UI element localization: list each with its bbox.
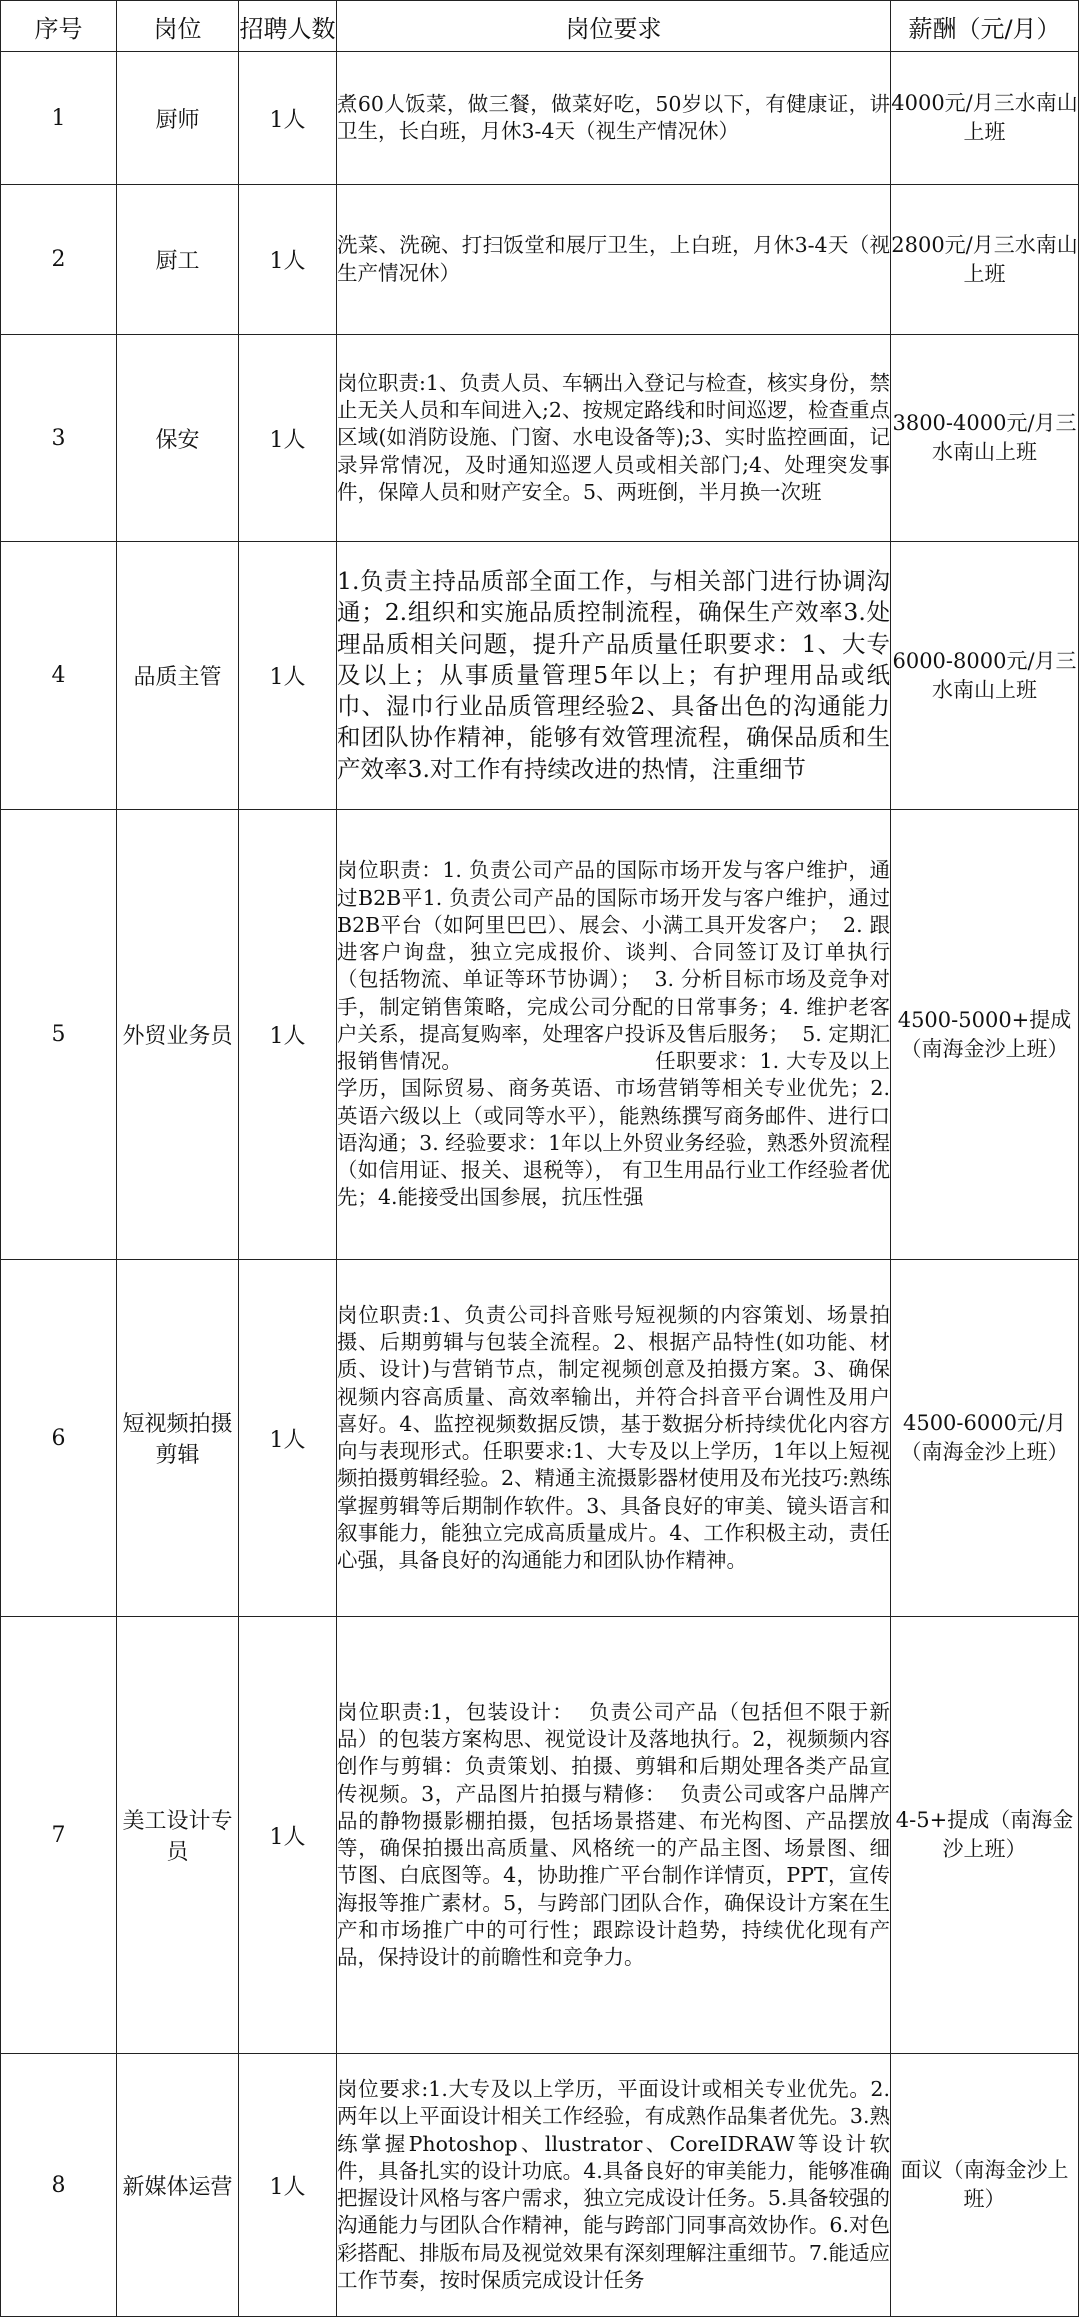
row-requirement: 煮60人饭菜，做三餐，做菜好吃，50岁以下，有健康证，讲卫生，长白班，月休3-4天（视生产情况休） [337,52,891,185]
row-count: 1人 [239,810,337,1260]
row-count: 1人 [239,542,337,810]
row-requirement: 岗位职责：1. 负责公司产品的国际市场开发与客户维护，通过B2B平1. 负责公司产品的国际市场开发与客户维护，通过B2B平台（如阿里巴巴）、展会、小满工具开发客户； 2. 跟进客户询盘，独立完成报价、谈判、合同签订及订单执行（包括物流、单证等环节协调）； 3. 分析目标市场及竞争对手，制定销售策略，完成公司分配的日常事务；4. 维护老客户关系，提高复购率，处理客户投诉及售后服务； 5. 定期汇报销售情况。 任职要求：1. 大专及以上学历，国际贸易、商务英语、市场营销等相关专业优先；2. 英语六级以上（或同等水平），能熟练撰写商务邮件、进行口语沟通；3. 经验要求：1年以上外贸业务经验，熟悉外贸流程（如信用证、报关、退税等）， 有卫生用品行业工作经验者优先；4.能接受出国参展，抗压性强 [337,810,891,1260]
table-row [1,335,1079,542]
row-position: 新媒体运营 [117,2054,239,2317]
row-salary: 4500-5000+提成（南海金沙上班） [891,810,1079,1260]
header-requirement: 岗位要求 [337,1,891,52]
row-num: 5 [1,810,117,1260]
row-salary: 3800-4000元/月三水南山上班 [891,335,1079,542]
row-count: 1人 [239,1260,337,1617]
row-count: 1人 [239,185,337,335]
row-requirement: 岗位要求:1.大专及以上学历，平面设计或相关专业优先。2.两年以上平面设计相关工作经验，有成熟作品集者优先。3.熟练掌握Photoshop、llustrator、CoreIDRAW等设计软件，具备扎实的设计功底。4.具备良好的审美能力，能够准确把握设计风格与客户需求，独立完成设计任务。5.具备较强的沟通能力与团队合作精神，能与跨部门同事高效协作。6.对色彩搭配、排版布局及视觉效果有深刻理解注重细节。7.能适应工作节奏，按时保质完成设计任务 [337,2054,891,2317]
row-salary: 2800元/月三水南山上班 [891,185,1079,335]
table-row [1,810,1079,1260]
header-salary: 薪酬（元/月） [891,1,1079,52]
row-requirement: 1.负责主持品质部全面工作，与相关部门进行协调沟通；2.组织和实施品质控制流程，确保生产效率3.处理品质相关问题，提升产品质量任职要求：1、大专及以上；从事质量管理5年以上；有护理用品或纸巾、湿巾行业品质管理经验2、具备出色的沟通能力和团队协作精神，能够有效管理流程，确保品质和生产效率3.对工作有持续改进的热情，注重细节 [337,542,891,810]
row-count: 1人 [239,335,337,542]
header-num: 序号 [1,1,117,52]
row-position: 美工设计专员 [117,1617,239,2054]
row-requirement: 洗菜、洗碗、打扫饭堂和展厅卫生，上白班，月休3-4天（视生产情况休） [337,185,891,335]
row-requirement: 岗位职责:1，包装设计： 负责公司产品（包括但不限于新品）的包装方案构思、视觉设计及落地执行。2，视频频内容创作与剪辑：负责策划、拍摄、剪辑和后期处理各类产品宣传视频。3，产品图片拍摄与精修： 负责公司或客户品牌产品的静物摄影棚拍摄，包括场景搭建、布光构图、产品摆放等，确保拍摄出高质量、风格统一的产品主图、场景图、细节图、白底图等。4，协助推广平台制作详情页，PPT，宣传海报等推广素材。5，与跨部门团队合作，确保设计方案在生产和市场推广中的可行性；跟踪设计趋势，持续优化现有产品，保持设计的前瞻性和竞争力。 [337,1617,891,2054]
row-num: 2 [1,185,117,335]
row-num: 3 [1,335,117,542]
table-row [1,1617,1079,2054]
row-position: 短视频拍摄剪辑 [117,1260,239,1617]
header-position: 岗位 [117,1,239,52]
row-count: 1人 [239,2054,337,2317]
table-row [1,1260,1079,1617]
row-salary: 4500-6000元/月（南海金沙上班） [891,1260,1079,1617]
row-requirement: 岗位职责:1、负责人员、车辆出入登记与检查，核实身份，禁止无关人员和车间进入;2、按规定路线和时间巡逻，检查重点区域(如消防设施、门窗、水电设备等);3、实时监控画面，记录异常情况，及时通知巡逻人员或相关部门;4、处理突发事件，保障人员和财产安全。5、两班倒，半月换一次班 [337,335,891,542]
table-row [1,2054,1079,2317]
row-num: 8 [1,2054,117,2317]
row-salary: 6000-8000元/月三水南山上班 [891,542,1079,810]
row-position: 保安 [117,335,239,542]
row-position: 品质主管 [117,542,239,810]
row-num: 1 [1,52,117,185]
row-position: 厨工 [117,185,239,335]
row-num: 4 [1,542,117,810]
header-count: 招聘人数 [239,1,337,52]
row-position: 外贸业务员 [117,810,239,1260]
row-num: 6 [1,1260,117,1617]
table-header-row [1,1,1079,52]
table-row [1,185,1079,335]
row-count: 1人 [239,1617,337,2054]
table-row [1,542,1079,810]
row-count: 1人 [239,52,337,185]
row-requirement: 岗位职责:1、负责公司抖音账号短视频的内容策划、场景拍摄、后期剪辑与包装全流程。2、根据产品特性(如功能、材质、设计)与营销节点，制定视频创意及拍摄方案。3、确保视频内容高质量、高效率输出，并符合抖音平台调性及用户喜好。4、监控视频数据反馈，基于数据分析持续优化内容方向与表现形式。任职要求:1、大专及以上学历，1年以上短视频拍摄剪辑经验。2、精通主流摄影器材使用及布光技巧:熟练掌握剪辑等后期制作软件。3、具备良好的审美、镜头语言和叙事能力，能独立完成高质量成片。4、工作积极主动，责任心强，具备良好的沟通能力和团队协作精神。 [337,1260,891,1617]
row-salary: 面议（南海金沙上班） [891,2054,1079,2317]
table-row [1,52,1079,185]
row-salary: 4-5+提成（南海金沙上班） [891,1617,1079,2054]
row-num: 7 [1,1617,117,2054]
row-position: 厨师 [117,52,239,185]
row-salary: 4000元/月三水南山上班 [891,52,1079,185]
